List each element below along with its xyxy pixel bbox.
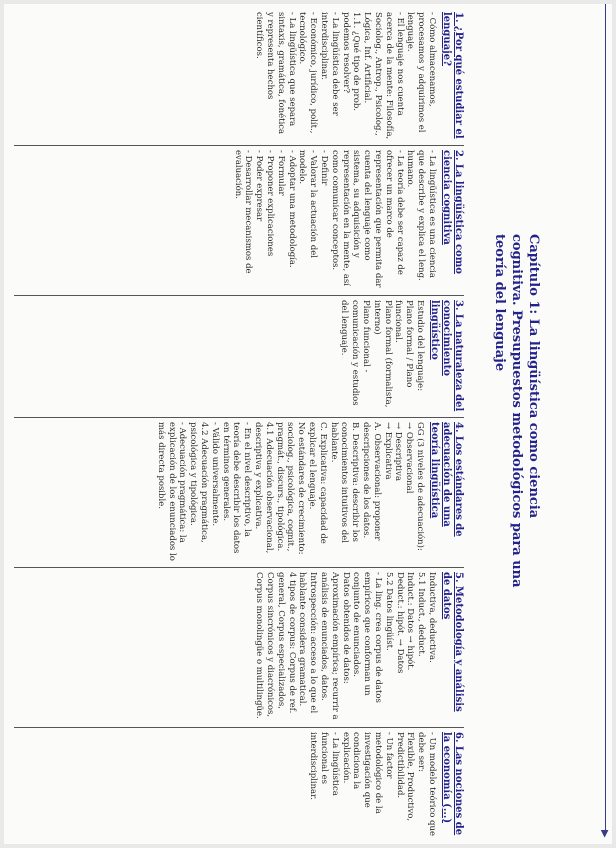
document-page — [4, 4, 612, 844]
column-divider — [14, 295, 464, 296]
section-1-heading: 1. ¿Por qué estudiar el lenguaje? — [441, 12, 464, 139]
column-divider — [14, 567, 464, 568]
rotated-content — [4, 4, 612, 844]
title-line-3: teoría del lenguaje — [492, 234, 507, 372]
arrow-right-icon: ▶ — [599, 830, 610, 838]
column-divider — [14, 727, 464, 728]
title-line-2: cognitiva. Presupuestos metodológicos para una — [509, 234, 524, 588]
section-5-heading: 5. Metodología y análisis de datos — [441, 572, 464, 712]
section-3-body: Estudio del lenguaje: Plano formal / Plano funcional. Plano formal (formalista, interno) Plano funcional - comunicación y estudios del lenguaje. — [339, 300, 425, 408]
section-3-heading: 3. La naturaleza del conocimiento lingüístico — [429, 300, 464, 412]
section-2 — [232, 150, 464, 290]
section-5-body: Inductiva, deductiva. 5.1 Induct., deduct. Induct.: Datos → hipót. Deduct.: hipót. → Datos 5.2 Datos lingüíst. - La ling. crea corpus de datos empíricos que conforman un conjunto de enunciados. Datos obtenidos de datos: Aproximación empírica; recurrir a análisis de enunciados, datos. Introspección: acceso a lo que el hablante considera gramatical. 4 tipos de corpus: Corpus de ref. general, Corpus especializados, Corpus sincrónicos y diacrónicos, Corpus monolingüe o multilingüe. — [254, 572, 437, 720]
top-rule — [605, 4, 606, 834]
section-6-body: - Un modelo teórico que debe ser: Flexible, Productivo, Predictibilidad. - Un factor metodológico de la investigación que condiciona la explicación. - La lingüística funcional es interdisciplinar. — [308, 732, 437, 836]
column-divider — [14, 145, 464, 146]
section-3 — [339, 300, 464, 412]
section-2-body: - La lingüística es una ciencia que describe y explica el leng. humano. - La teoría debe ser capaz de ofrecer un marco de representación que permita dar cuenta del lenguaje como sistema, su adquisición y representación en la mente, así como comunicar conceptos. - Definir - Valorar la actuación del modelo. - Adoptar una metodología. - Formular - Proponer explicaciones - Poder expresar - Desarrollar mecanismos de evaluación. — [232, 150, 437, 288]
chapter-title — [491, 234, 542, 654]
title-line-1: Capítulo 1: La lingüística como ciencia — [526, 234, 541, 519]
section-4-heading: 4. Los estándares de adecuación de una teoría lingüística — [429, 422, 464, 537]
section-4 — [155, 422, 464, 562]
section-1 — [253, 12, 464, 140]
section-6-heading: 6. Las nociones de la economía (...) — [441, 732, 464, 836]
section-5 — [253, 572, 464, 722]
section-1-body: - Cómo almacenamos, procesamos y adquirimos el lenguaje. - El lenguaje nos cuenta acerca de la mente: Filosofía, Sociolog., Antrop., Psicolog., Lógica, Inf. Artificial. 1.1. ¿Qué tipo de prob. podemos resolver? - La lingüística debe ser interdisciplinar. - Económico, jurídico, polít., tecnológico. - La lingüística que separa sintaxis, gramática, fonética y representa hechos científicos. — [254, 12, 437, 140]
section-2-heading: 2. La lingüística como ciencia cognitiva — [441, 150, 464, 274]
section-6 — [307, 732, 464, 836]
section-4-body: GG (3 niveles de adecuación): → Observacional → Descriptiva → Explicativa A. Observacional: proponer descripciones de los datos. B. Descriptiva: describir los conocimientos intuitivos del hablante. C. Explicativa: capacidad de explicar el lenguaje. No estándares de crecimiento: sociolog., psicológica, cognit., pragmát., discurs., tipológica. 4.1 Adecuación observacional, descriptiva y explicativa. - En el nivel descriptivo, la teoría debe describir los datos en términos generales. - Válido universalmente. 4.2 Adecuación pragmática, psicológica y tipológica. - Adecuación pragmática: la explicación de los enunciados lo más directa posible. — [155, 422, 425, 561]
column-divider — [14, 417, 464, 418]
